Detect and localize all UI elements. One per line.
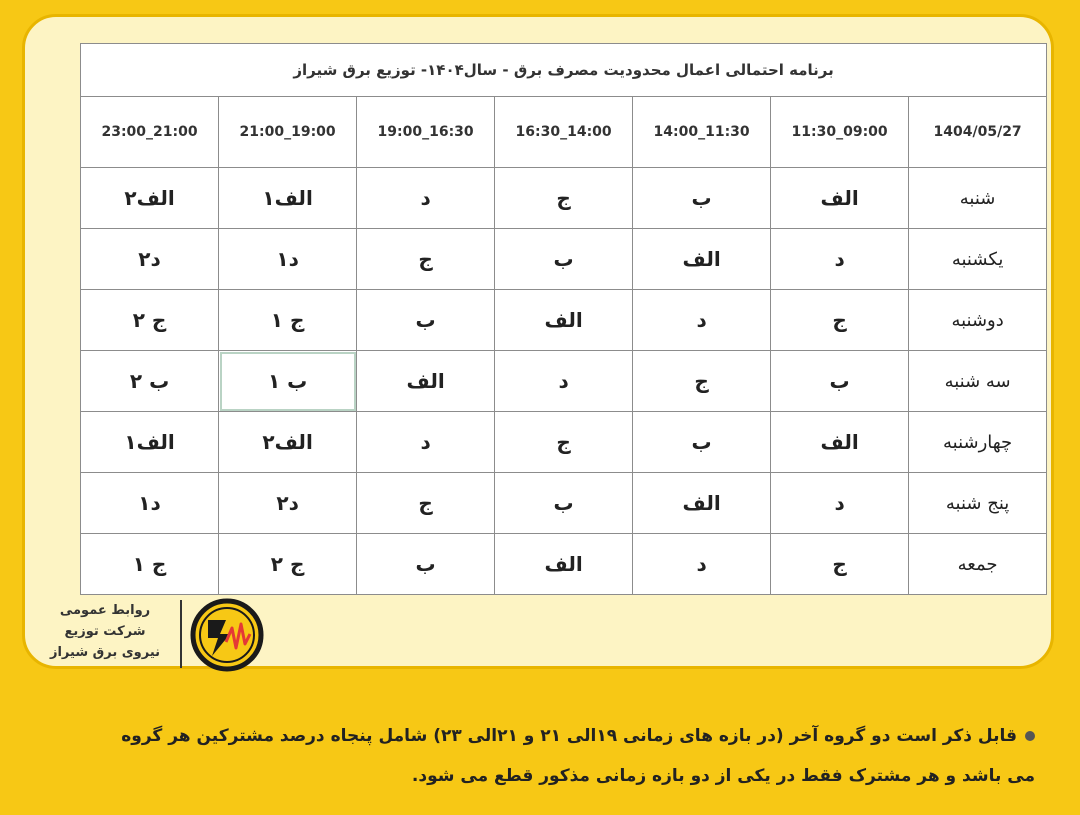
group-cell: ج <box>495 412 633 473</box>
day-cell: پنج شنبه <box>909 473 1047 534</box>
company-logo <box>40 592 270 682</box>
time-slot-header: 16:30_19:00 <box>357 97 495 168</box>
group-cell: د <box>633 534 771 595</box>
group-cell: ج <box>357 229 495 290</box>
group-cell: الف <box>495 290 633 351</box>
group-cell: ج ۱ <box>219 290 357 351</box>
group-cell: الف <box>633 229 771 290</box>
group-cell: ب <box>771 351 909 412</box>
group-cell: ب <box>495 229 633 290</box>
group-cell: ج ۱ <box>81 534 219 595</box>
group-cell: ج <box>495 168 633 229</box>
power-distribution-logo-icon <box>190 598 264 672</box>
day-cell: دوشنبه <box>909 290 1047 351</box>
group-cell: ب <box>633 168 771 229</box>
logo-line: روابط عمومی <box>59 603 151 618</box>
bullet-icon <box>1025 731 1035 741</box>
group-cell: الف <box>495 534 633 595</box>
group-cell: د <box>495 351 633 412</box>
table-row <box>81 534 1047 595</box>
group-cell: ج ۲ <box>219 534 357 595</box>
table-row <box>81 412 1047 473</box>
group-cell: ب <box>495 473 633 534</box>
group-cell: د۲ <box>219 473 357 534</box>
day-cell: جمعه <box>909 534 1047 595</box>
logo-text <box>40 600 170 663</box>
footnote-text: می باشد و هر مشترک فقط در یکی از دو بازه زمانی مذکور قطع می شود. <box>411 766 1035 786</box>
time-slot-header: 21:00_23:00 <box>81 97 219 168</box>
logo-divider <box>180 600 182 668</box>
table-header-row <box>81 97 1047 168</box>
group-cell: ب <box>633 412 771 473</box>
group-cell: د <box>771 473 909 534</box>
group-cell: د <box>633 290 771 351</box>
day-cell: یکشنبه <box>909 229 1047 290</box>
group-cell: ج ۲ <box>81 290 219 351</box>
group-cell: الف <box>771 412 909 473</box>
day-cell: شنبه <box>909 168 1047 229</box>
group-cell: ج <box>357 473 495 534</box>
group-cell: ب <box>357 290 495 351</box>
group-cell: الف۱ <box>81 412 219 473</box>
table-row <box>81 473 1047 534</box>
group-cell: ج <box>771 290 909 351</box>
group-cell-selected: ب ۱ <box>219 351 357 412</box>
table-row <box>81 290 1047 351</box>
outage-schedule-table <box>80 43 1047 595</box>
table-row <box>81 168 1047 229</box>
time-slot-header: 19:00_21:00 <box>219 97 357 168</box>
day-cell: چهارشنبه <box>909 412 1047 473</box>
time-slot-header: 14:00_16:30 <box>495 97 633 168</box>
date-header: 1404/05/27 <box>909 97 1047 168</box>
table-row <box>81 229 1047 290</box>
group-cell: الف۲ <box>81 168 219 229</box>
table-row <box>81 351 1047 412</box>
time-slot-header: 09:00_11:30 <box>771 97 909 168</box>
group-cell: الف <box>357 351 495 412</box>
time-slot-header: 11:30_14:00 <box>633 97 771 168</box>
group-cell: د۲ <box>81 229 219 290</box>
footnote <box>35 716 1035 796</box>
table-title: برنامه احتمالی اعمال محدودیت مصرف برق - سال۱۴۰۴- توزیع برق شیراز <box>81 44 1047 97</box>
group-cell: الف۱ <box>219 168 357 229</box>
group-cell: ج <box>771 534 909 595</box>
group-cell: د۱ <box>219 229 357 290</box>
footnote-line-2 <box>35 756 1035 796</box>
table-title-row <box>81 44 1047 97</box>
logo-line: نیروی برق شیراز <box>49 645 161 660</box>
group-cell: الف <box>633 473 771 534</box>
group-cell: د۱ <box>81 473 219 534</box>
group-cell: د <box>357 168 495 229</box>
footnote-line-1 <box>35 716 1035 756</box>
group-cell: د <box>357 412 495 473</box>
schedule-card <box>22 14 1054 669</box>
group-cell: الف۲ <box>219 412 357 473</box>
group-cell: ج <box>633 351 771 412</box>
day-cell: سه شنبه <box>909 351 1047 412</box>
group-cell: الف <box>771 168 909 229</box>
group-cell: د <box>771 229 909 290</box>
footnote-text: قابل ذکر است دو گروه آخر (در بازه های زمانی ۱۹الی ۲۱ و ۲۱الی ۲۳) شامل پنجاه درصد مشترکین هر گروه <box>121 726 1017 746</box>
logo-line: شرکت توزیع <box>64 624 146 639</box>
group-cell: ب ۲ <box>81 351 219 412</box>
group-cell: ب <box>357 534 495 595</box>
